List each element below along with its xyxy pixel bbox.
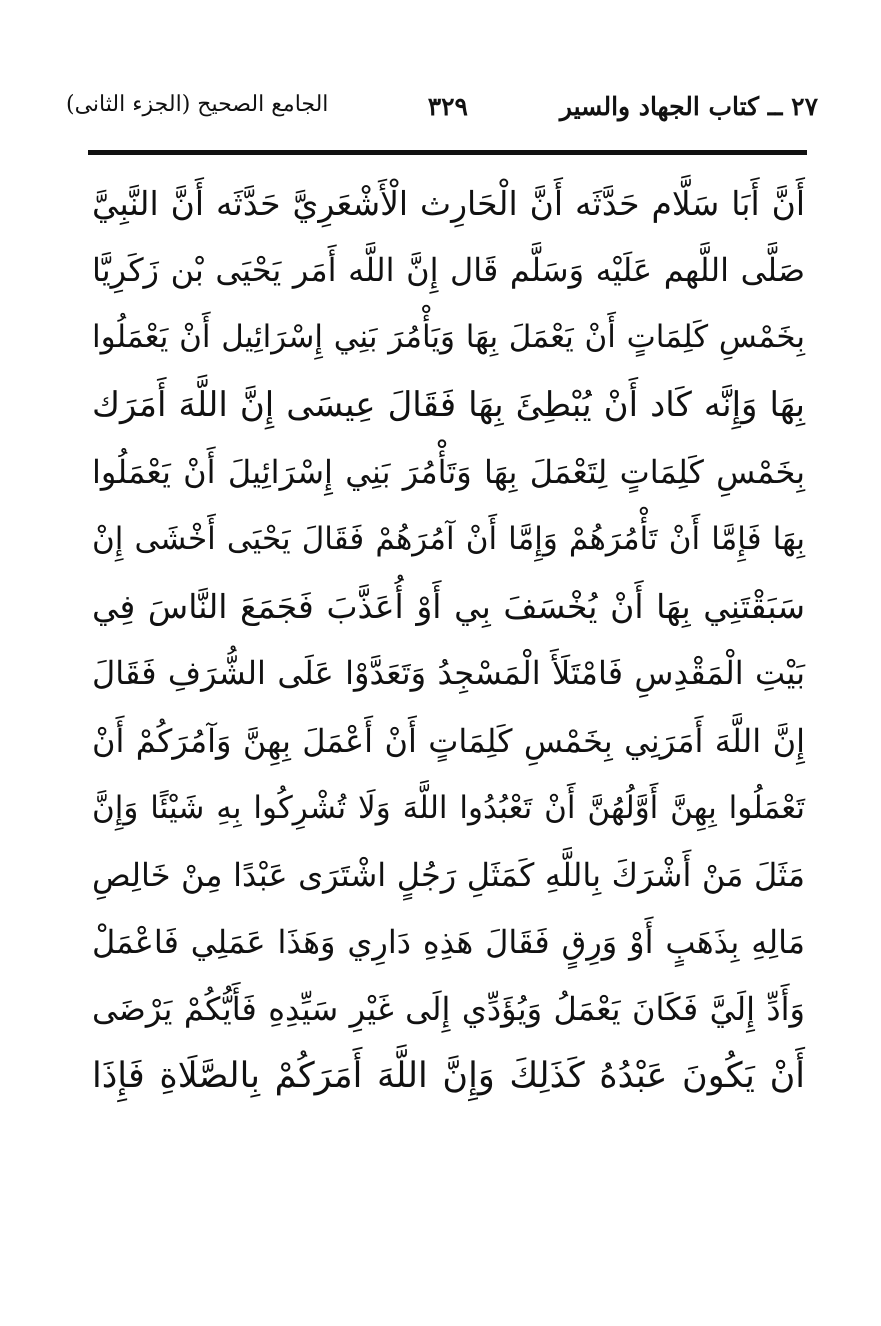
- text-line: بِخَمْسِ كَلِمَاتٍ أَنْ يَعْمَلَ بِهَا وَيَأْمُرَ بَنِي إِسْرَائِيل أَنْ يَعْمَلُوا: [92, 319, 805, 356]
- running-header: [66, 92, 818, 132]
- text-line: سَبَقْتَنِي بِهَا أَنْ يُخْسَفَ بِي أَوْ أُعَذَّبَ فَجَمَعَ النَّاسَ فِي: [92, 587, 805, 627]
- text-line: تَعْمَلُوا بِهِنَّ أَوَّلُهُنَّ أَنْ تَعْبُدُوا اللَّهَ وَلَا تُشْرِكُوا بِهِ شَيْئًا وَإِنَّ: [92, 789, 805, 826]
- text-line: وَأَدِّ إِلَيَّ فَكَانَ يَعْمَلُ وَيُؤَدِّي إِلَى غَيْرِ سَيِّدِهِ فَأَيُّكُمْ يَرْضَى: [92, 990, 805, 1029]
- text-line: بِهَا فَإِمَّا أَنْ تَأْمُرَهُمْ وَإِمَّا أَنْ آمُرَهُمْ فَقَالَ يَحْيَى أَخْشَى إِنْ: [92, 520, 805, 557]
- text-line: أَنَّ أَبَا سَلَّام حَدَّثَه أَنَّ الْحَارِث الْأَشْعَرِيَّ حَدَّثَه أَنَّ النَّبِيَّ: [92, 184, 805, 223]
- text-line: مَالِهِ بِذَهَبٍ أَوْ وَرِقٍ فَقَالَ هَذِهِ دَارِي وَهَذَا عَمَلِي فَاعْمَلْ: [92, 923, 805, 962]
- text-line: مَثَلَ مَنْ أَشْرَكَ بِاللَّهِ كَمَثَلِ رَجُلٍ اشْتَرَى عَبْدًا مِنْ خَالِصِ: [92, 855, 805, 894]
- book-title: الجامع الصحيح (الجزء الثانى): [66, 92, 329, 117]
- text-line: بِخَمْسِ كَلِمَاتٍ لِتَعْمَلَ بِهَا وَتَأْمُرَ بَنِي إِسْرَائِيلَ أَنْ يَعْمَلُوا: [92, 452, 805, 491]
- body-text: [92, 170, 805, 1111]
- text-line: أَنْ يَكُونَ عَبْدُهُ كَذَلِكَ وَإِنَّ اللَّهَ أَمَرَكُمْ بِالصَّلَاةِ فَإِذَا: [92, 1056, 805, 1097]
- text-line: صَلَّى اللَّهم عَلَيْه وَسَلَّم قَال إِنَّ اللَّه أَمَر يَحْيَى بْن زَكَرِيَّا: [92, 251, 805, 290]
- header-divider: [88, 150, 807, 155]
- chapter-title: ٢٧ ــ كتاب الجهاد والسير: [559, 92, 818, 121]
- text-line: إِنَّ اللَّهَ أَمَرَنِي بِخَمْسِ كَلِمَاتٍ أَنْ أَعْمَلَ بِهِنَّ وَآمُرَكُمْ أَنْ: [92, 721, 805, 760]
- text-line: بِهَا وَإِنَّه كَاد أَنْ يُبْطِئَ بِهَا فَقَالَ عِيسَى إِنَّ اللَّهَ أَمَرَك: [92, 384, 805, 425]
- page-number: ٣٢٩: [427, 92, 468, 121]
- text-line: بَيْتِ الْمَقْدِسِ فَامْتَلَأَ الْمَسْجِدُ وَتَعَدَّوْا عَلَى الشُّرَفِ فَقَالَ: [92, 654, 805, 693]
